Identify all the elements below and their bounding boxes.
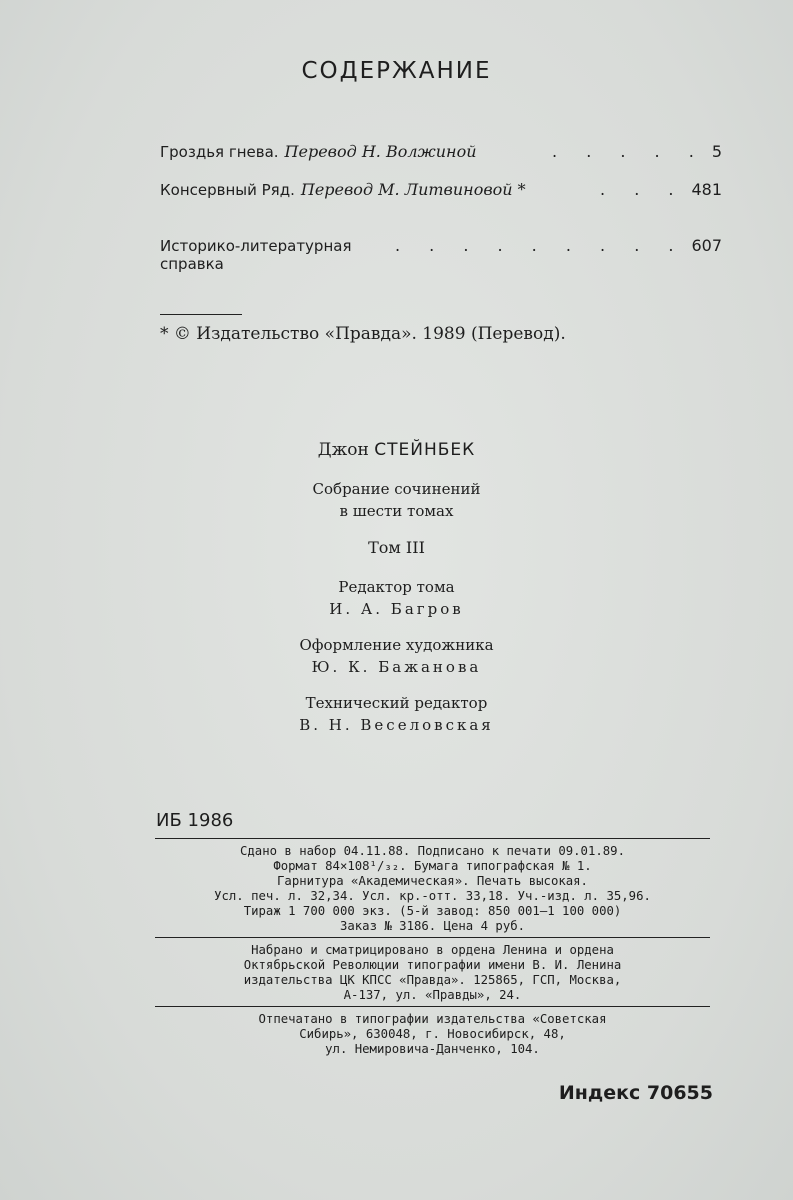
print-detail-line: Заказ № 3186. Цена 4 руб. [339, 919, 526, 933]
volume-label: Том III [368, 538, 425, 557]
imprint-rule-3 [155, 1006, 710, 1007]
imprint-rule-2 [155, 937, 710, 938]
copyright-note: * © Издательство «Правда». 1989 (Перевод). [160, 324, 566, 344]
tech-editor-name: В. Н. Веселовская [299, 716, 494, 734]
toc-work-title: Консервный Ряд. [160, 181, 295, 199]
editor-name: И. А. Багров [329, 600, 464, 618]
printing-line: Сибирь», 630048, г. Новосибирск, 48, [299, 1027, 566, 1041]
toc-page-number: 481 [691, 180, 722, 199]
typesetting-line: Набрано и сматрицировано в ордена Ленина и ордена [251, 943, 614, 957]
design-role: Оформление художника [299, 636, 494, 654]
typesetting-block [155, 943, 710, 1003]
toc-entry-grapes-of-wrath[interactable] [160, 142, 722, 161]
contents-title: СОДЕРЖАНИЕ [301, 58, 492, 84]
print-detail-line: Усл. печ. л. 32,34. Усл. кр.-отт. 33,18. Уч.-изд. л. 35,96. [214, 889, 651, 903]
toc-leader-dots: . . . . . . . . . [394, 236, 686, 255]
toc-leader-dots: . . . [600, 180, 686, 199]
print-details-block [155, 844, 710, 934]
toc-work-title: Гроздья гнева. [160, 143, 279, 161]
toc-translator: Перевод М. Литвиновой * [300, 180, 526, 199]
editor-role: Редактор тома [338, 578, 455, 596]
footnote-rule [160, 314, 242, 315]
print-detail-line: Гарнитура «Академическая». Печать высокая. [277, 874, 588, 888]
typesetting-line: издательства ЦК КПСС «Правда». 125865, ГСП, Москва, [243, 973, 622, 987]
index-number: Индекс 70655 [558, 1082, 713, 1104]
toc-work-title: Историко-литературная справка [160, 237, 352, 273]
author-line [0, 440, 793, 460]
collection-line-1: Собрание сочинений [312, 480, 481, 498]
author-first-name: Джон [317, 440, 369, 460]
printing-line: Отпечатано в типографии издательства «Советская [258, 1012, 607, 1026]
toc-leader-dots: . . . . . [552, 142, 706, 161]
print-detail-line: Формат 84×108¹/₃₂. Бумага типографская № 1. [273, 859, 592, 873]
imprint-rule-1 [155, 838, 710, 839]
print-detail-line: Сдано в набор 04.11.88. Подписано к печати 09.01.89. [240, 844, 625, 858]
author-last-name: СТЕЙНБЕК [374, 440, 476, 460]
toc-entry-reference[interactable] [160, 236, 722, 273]
toc-translator: Перевод Н. Волжиной [284, 142, 477, 161]
toc-page-number: 5 [711, 142, 722, 161]
typesetting-line: А-137, ул. «Правды», 24. [343, 988, 522, 1002]
printing-block [155, 1012, 710, 1057]
design-name: Ю. К. Бажанова [311, 658, 482, 676]
typesetting-line: Октябрьской Революции типографии имени В. И. Ленина [243, 958, 622, 972]
print-detail-line: Тираж 1 700 000 экз. (5-й завод: 850 001—1 100 000) [243, 904, 622, 918]
toc-entry-cannery-row[interactable] [160, 180, 722, 199]
printing-line: ул. Немировича-Данченко, 104. [325, 1042, 540, 1056]
toc-page-number: 607 [691, 236, 722, 255]
ib-number: ИБ 1986 [156, 810, 234, 831]
collection-line-2: в шести томах [339, 502, 454, 520]
tech-editor-role: Технический редактор [305, 694, 488, 712]
